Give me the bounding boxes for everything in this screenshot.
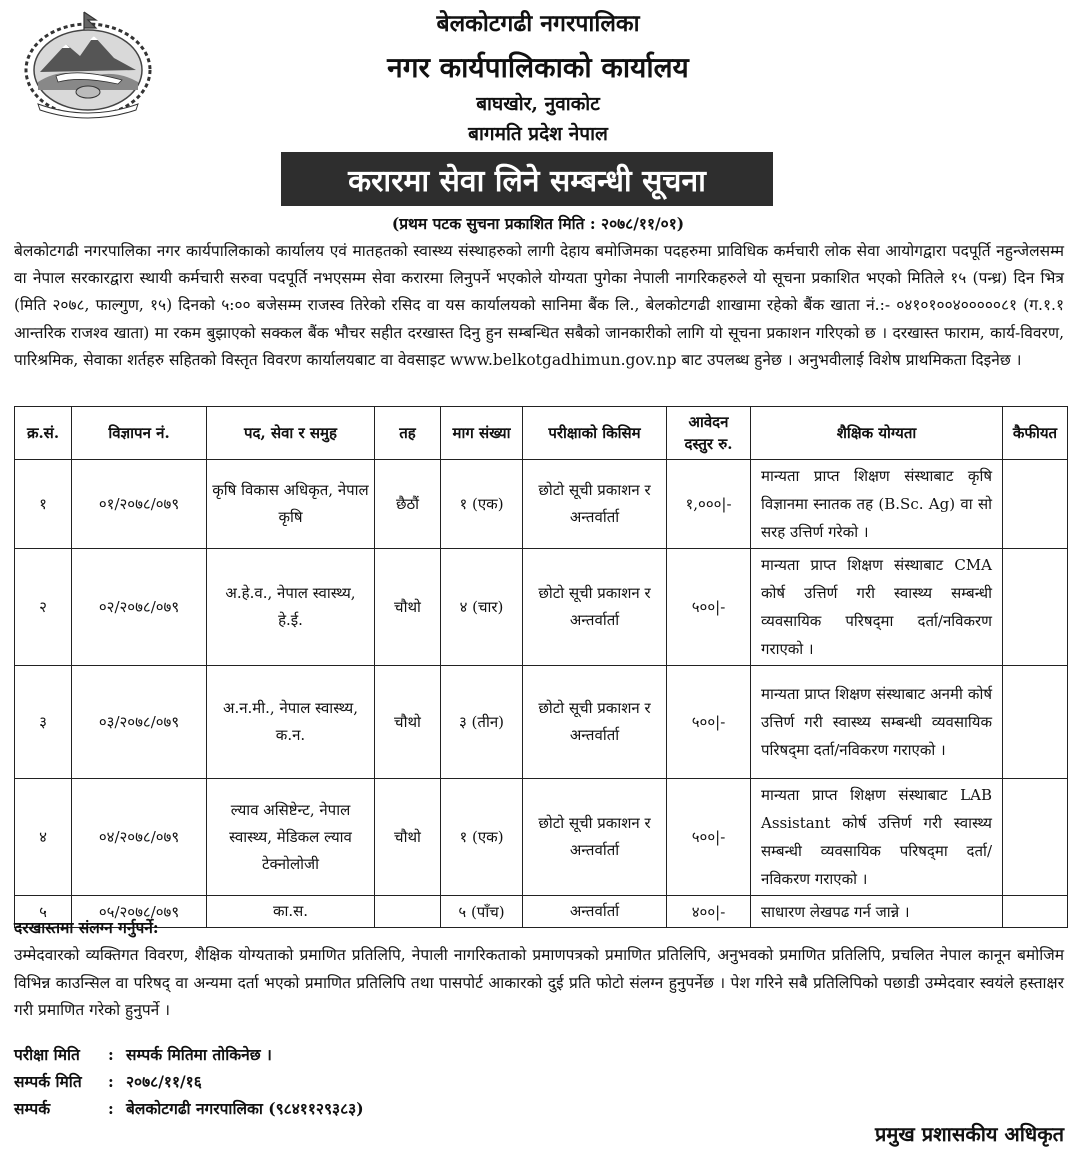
table-header-row: [15, 407, 1068, 460]
cell-exam: अन्तर्वार्ता: [523, 896, 667, 928]
colon: :: [108, 1099, 114, 1118]
cell-demand: ३ (तीन): [441, 666, 523, 779]
contact-value: बेलकोटगढी नगरपालिका (९८४११२९३८३): [126, 1099, 364, 1118]
table-row: [15, 896, 1068, 928]
table-row: [15, 549, 1068, 666]
col-header: परीक्षाको किसिम: [523, 407, 667, 460]
cell-level: छैठौं: [375, 460, 441, 549]
cell-sn: ४: [15, 779, 72, 896]
cell-qualification: मान्यता प्राप्त शिक्षण संस्थाबाट अनमी कोर्ष उत्तिर्ण गरी स्वास्थ्य सम्बन्धी व्यवसायिक परिषद्‌मा दर्ता/नविकरण गराएको ।: [751, 666, 1003, 779]
exam-date-label: परीक्षा मिति: [14, 1045, 80, 1064]
cell-exam: छोटो सूची प्रकाशन र अन्तर्वार्ता: [523, 779, 667, 896]
municipality-name: बेलकोटगढी नगरपालिका: [436, 10, 640, 37]
col-header: पद, सेवा र समुह: [207, 407, 375, 460]
cell-sn: २: [15, 549, 72, 666]
cell-fee: ५००|-: [667, 549, 751, 666]
cell-demand: १ (एक): [441, 779, 523, 896]
table-row: [15, 460, 1068, 549]
contact-date-line: [14, 1070, 202, 1092]
cell-level: चौथो: [375, 549, 441, 666]
attachments-title: दरखास्तमा संलग्न गर्नुपर्ने:: [14, 918, 159, 937]
cell-qualification: मान्यता प्राप्त शिक्षण संस्थाबाट LAB Assistant कोर्ष उत्तिर्ण गरी स्वास्थ्य सम्बन्धी व्यवसायिक परिषद्‌मा दर्ता/नविकरण गराएको ।: [751, 779, 1003, 896]
cell-adv: ०१/२०७८/०७९: [72, 460, 207, 549]
notice-publish-date: (प्रथम पटक सुचना प्रकाशित मिति : २०७८/११/०१): [391, 214, 685, 233]
cell-qualification: मान्यता प्राप्त शिक्षण संस्थाबाट कृषि विज्ञानमा स्नातक तह (B.Sc. Ag) वा सो सरह उत्तिर्ण गरेको ।: [751, 460, 1003, 549]
office-province: बागमति प्रदेश नेपाल: [468, 123, 608, 145]
cell-exam: छोटो सूची प्रकाशन र अन्तर्वार्ता: [523, 666, 667, 779]
cell-remarks: [1003, 460, 1068, 549]
office-name: नगर कार्यपालिकाको कार्यालय: [387, 51, 689, 84]
notice-title: करारमा सेवा लिने सम्बन्धी सूचना: [348, 163, 706, 199]
contact-line: [14, 1097, 364, 1119]
colon: :: [108, 1072, 114, 1091]
cell-fee: १,०००|-: [667, 460, 751, 549]
exam-date-value: सम्पर्क मितिमा तोकिनेछ ।: [126, 1045, 272, 1064]
vacancy-table: [14, 406, 1068, 928]
cell-sn: ५: [15, 896, 72, 928]
col-header: माग संख्या: [441, 407, 523, 460]
cell-fee: ४००|-: [667, 896, 751, 928]
cell-remarks: [1003, 896, 1068, 928]
contact-date-value: २०७८/११/१६: [126, 1072, 202, 1091]
cell-adv: ०२/२०७८/०७९: [72, 549, 207, 666]
cell-post: अ.न.मी., नेपाल स्वास्थ्य, क.न.: [207, 666, 375, 779]
colon: :: [108, 1045, 114, 1064]
cell-fee: ५००|-: [667, 666, 751, 779]
cell-demand: ५ (पाँच): [441, 896, 523, 928]
cell-remarks: [1003, 779, 1068, 896]
cell-qualification: साधारण लेखपढ गर्न जान्ने ।: [751, 896, 1003, 928]
notice-title-banner: [281, 152, 773, 206]
cell-remarks: [1003, 666, 1068, 779]
cell-demand: ४ (चार): [441, 549, 523, 666]
cell-post: का.स.: [207, 896, 375, 928]
cell-adv: ०५/२०७८/०७९: [72, 896, 207, 928]
table-row: [15, 666, 1068, 779]
cell-qualification: मान्यता प्राप्त शिक्षण संस्थाबाट CMA कोर्ष उत्तिर्ण गरी स्वास्थ्य सम्बन्धी व्यवसायिक परिषद्‌मा दर्ता/नविकरण गराएको ।: [751, 549, 1003, 666]
cell-level: चौथो: [375, 779, 441, 896]
cell-exam: छोटो सूची प्रकाशन र अन्तर्वार्ता: [523, 549, 667, 666]
cell-level: चौथो: [375, 666, 441, 779]
col-header: शैक्षिक योग्यता: [751, 407, 1003, 460]
exam-date-line: [14, 1043, 272, 1065]
signatory-title: प्रमुख प्रशासकीय अधिकृत: [875, 1122, 1064, 1146]
col-header: आवेदन दस्तुर रु.: [667, 407, 751, 460]
cell-remarks: [1003, 549, 1068, 666]
attachments-body: उम्मेदवारको व्यक्तिगत विवरण, शैक्षिक योग्यताको प्रमाणित प्रतिलिपि, नेपाली नागरिकताको प्रमाणपत्रको प्रमाणित प्रतिलिपि, अनुभवको प्रमाणित प्रतिलिपि, प्रचलित नेपाल कानून बमोजिम विभिन्न काउन्सिल वा परिषद् वा अन्यमा दर्ता भएको प्रमाणित प्रतिलिपि तथा पासपोर्ट आकारको दुई प्रति फोटो संलग्न हुनुपर्नेछ । पेश गरिने सबै प्रतिलिपिको पछाडी उम्मेदवार स्वयंले हस्ताक्षर गरी प्रमाणित गरेको हुनुपर्ने ।: [14, 946, 1064, 1019]
col-header: क्र.सं.: [15, 407, 72, 460]
col-header: विज्ञापन नं.: [72, 407, 207, 460]
cell-post: ल्याव असिष्टेन्ट, नेपाल स्वास्थ्य, मेडिकल ल्याव टेक्नोलोजी: [207, 779, 375, 896]
office-address: बाघखोर, नुवाकोट: [476, 93, 600, 115]
cell-post: अ.हे.व., नेपाल स्वास्थ्य, हे.ई.: [207, 549, 375, 666]
cell-sn: १: [15, 460, 72, 549]
contact-date-label: सम्पर्क मिति: [14, 1072, 82, 1091]
contact-label: सम्पर्क: [14, 1099, 51, 1118]
cell-level: [375, 896, 441, 928]
cell-post: कृषि विकास अधिकृत, नेपाल कृषि: [207, 460, 375, 549]
cell-adv: ०३/२०७८/०७९: [72, 666, 207, 779]
table-row: [15, 779, 1068, 896]
cell-fee: ५००|-: [667, 779, 751, 896]
col-header: कैफीयत: [1003, 407, 1068, 460]
cell-sn: ३: [15, 666, 72, 779]
col-header: तह: [375, 407, 441, 460]
cell-exam: छोटो सूची प्रकाशन र अन्तर्वार्ता: [523, 460, 667, 549]
cell-adv: ०४/२०७८/०७९: [72, 779, 207, 896]
notice-body: बेलकोटगढी नगरपालिका नगर कार्यपालिकाको कार्यालय एवं मातहतको स्वास्थ्य संस्थाहरुको लागी देहाय बमोजिमका पदहरुमा प्राविधिक कर्मचारी लोक सेवा आयोगद्वारा पदपूर्ति नहुन्जेलसम्म वा नेपाल सरकारद्वारा स्थायी कर्मचारी सरुवा पदपूर्ति नभएसम्म सेवा करारमा लिनुपर्ने भएकोले योग्यता पुगेका नेपाली नागरिकहरुले यो सूचना प्रकाशित भएको मितिले १५ (पन्ध्र) दिन भित्र (मिति २०७८, फाल्गुण, १५) दिनको ५:०० बजेसम्म राजस्व तिरेको रसिद वा यस कार्यालयको सानिमा बैंक लि., बेलकोटगढी शाखामा रहेको बैंक खाता नं.:- ०४१०१००४०००००८१ (ग.१.१ आन्तरिक राजश्व खाता) मा रकम बुझाएको सक्कल बैंक भौचर सहीत दरखास्त दिनु हुन सम्बन्धित सबैको जानकारीको लागि यो सूचना प्रकाशन गरिएको छ । दरखास्त फाराम, कार्य-विवरण, पारिश्रमिक, सेवाका शर्तहरु सहितको विस्तृत विवरण कार्यालयबाट वा वेवसाइट www.belkotgadhimun.gov.np बाट उपलब्ध हुनेछ । अनुभवीलाई विशेष प्राथमिकता दिइनेछ ।: [14, 242, 1064, 369]
cell-demand: १ (एक): [441, 460, 523, 549]
